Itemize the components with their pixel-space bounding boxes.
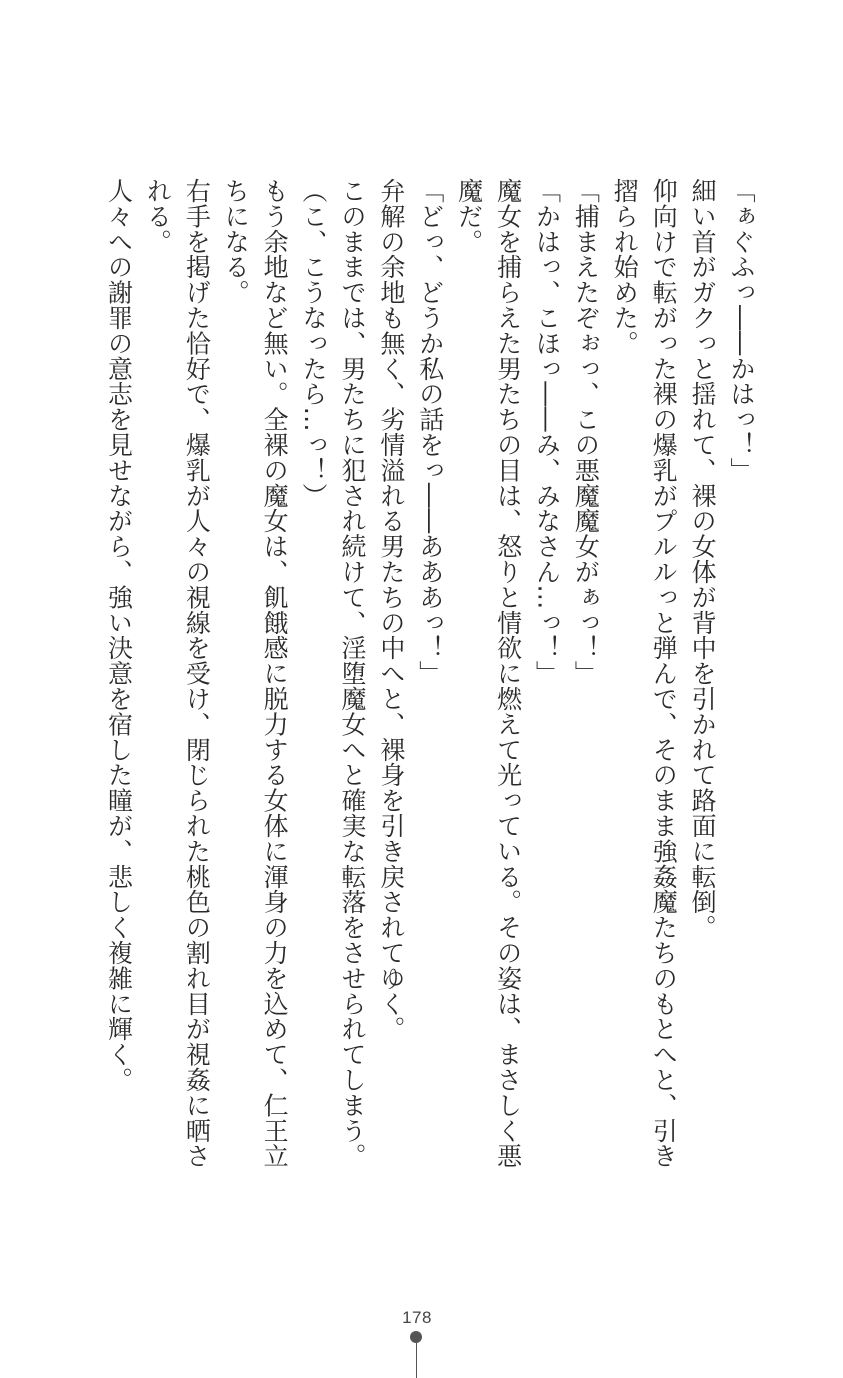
text-line: 細い首がガクっと揺れて、裸の女体が背中を引かれて路面に転倒。 xyxy=(688,178,718,940)
text-line: 右手を掲げた恰好で、爆乳が人々の視線を受け、閉じられた桃色の割れ目が視姦に晒さ xyxy=(182,178,212,1169)
text-line: もう余地など無い。全裸の魔女は、飢餓感に脱力する女体に渾身の力を込めて、仁王立 xyxy=(260,178,290,1169)
page-marker-line xyxy=(416,1343,417,1378)
text-line: 摺られ始めた。 xyxy=(610,178,640,356)
text-line: このままでは、男たちに犯され続けて、淫堕魔女へと確実な転落をさせられてしまう。 xyxy=(337,178,367,1169)
text-line: 弁解の余地も無く、劣情溢れる男たちの中へと、裸身を引き戻されてゆく。 xyxy=(376,178,406,1042)
text-line: 「捕まえたぞぉっ、この悪魔魔女がぁっ！」 xyxy=(571,178,601,686)
page-marker-dot xyxy=(410,1331,422,1343)
text-line: 魔だ。 xyxy=(454,178,484,255)
text-line: （こ、こうなったら…っ！） xyxy=(299,178,329,509)
text-line: ちになる。 xyxy=(221,178,251,305)
vertical-text-body xyxy=(104,178,760,1169)
page-number: 178 xyxy=(402,1308,432,1327)
text-line: 「どっ、どうか私の話をっ――あああっ！」 xyxy=(415,178,445,686)
text-line: れる。 xyxy=(143,178,173,255)
text-line: 仰向けで転がった裸の爆乳がプルルっと弾んで、そのまま強姦魔たちのもとへと、引き xyxy=(649,178,679,1169)
text-line: 人々への謝罪の意志を見せながら、強い決意を宿した瞳が、悲しく複雑に輝く。 xyxy=(104,178,134,1093)
text-line: 「かはっ、こほっ――み、みなさん…っ！」 xyxy=(532,178,562,686)
text-line: 「ぁぐふっ――かはっ！」 xyxy=(727,178,756,483)
text-line: 魔女を捕らえた男たちの目は、怒りと情欲に燃えて光っている。その姿は、まさしく悪 xyxy=(493,178,523,1169)
